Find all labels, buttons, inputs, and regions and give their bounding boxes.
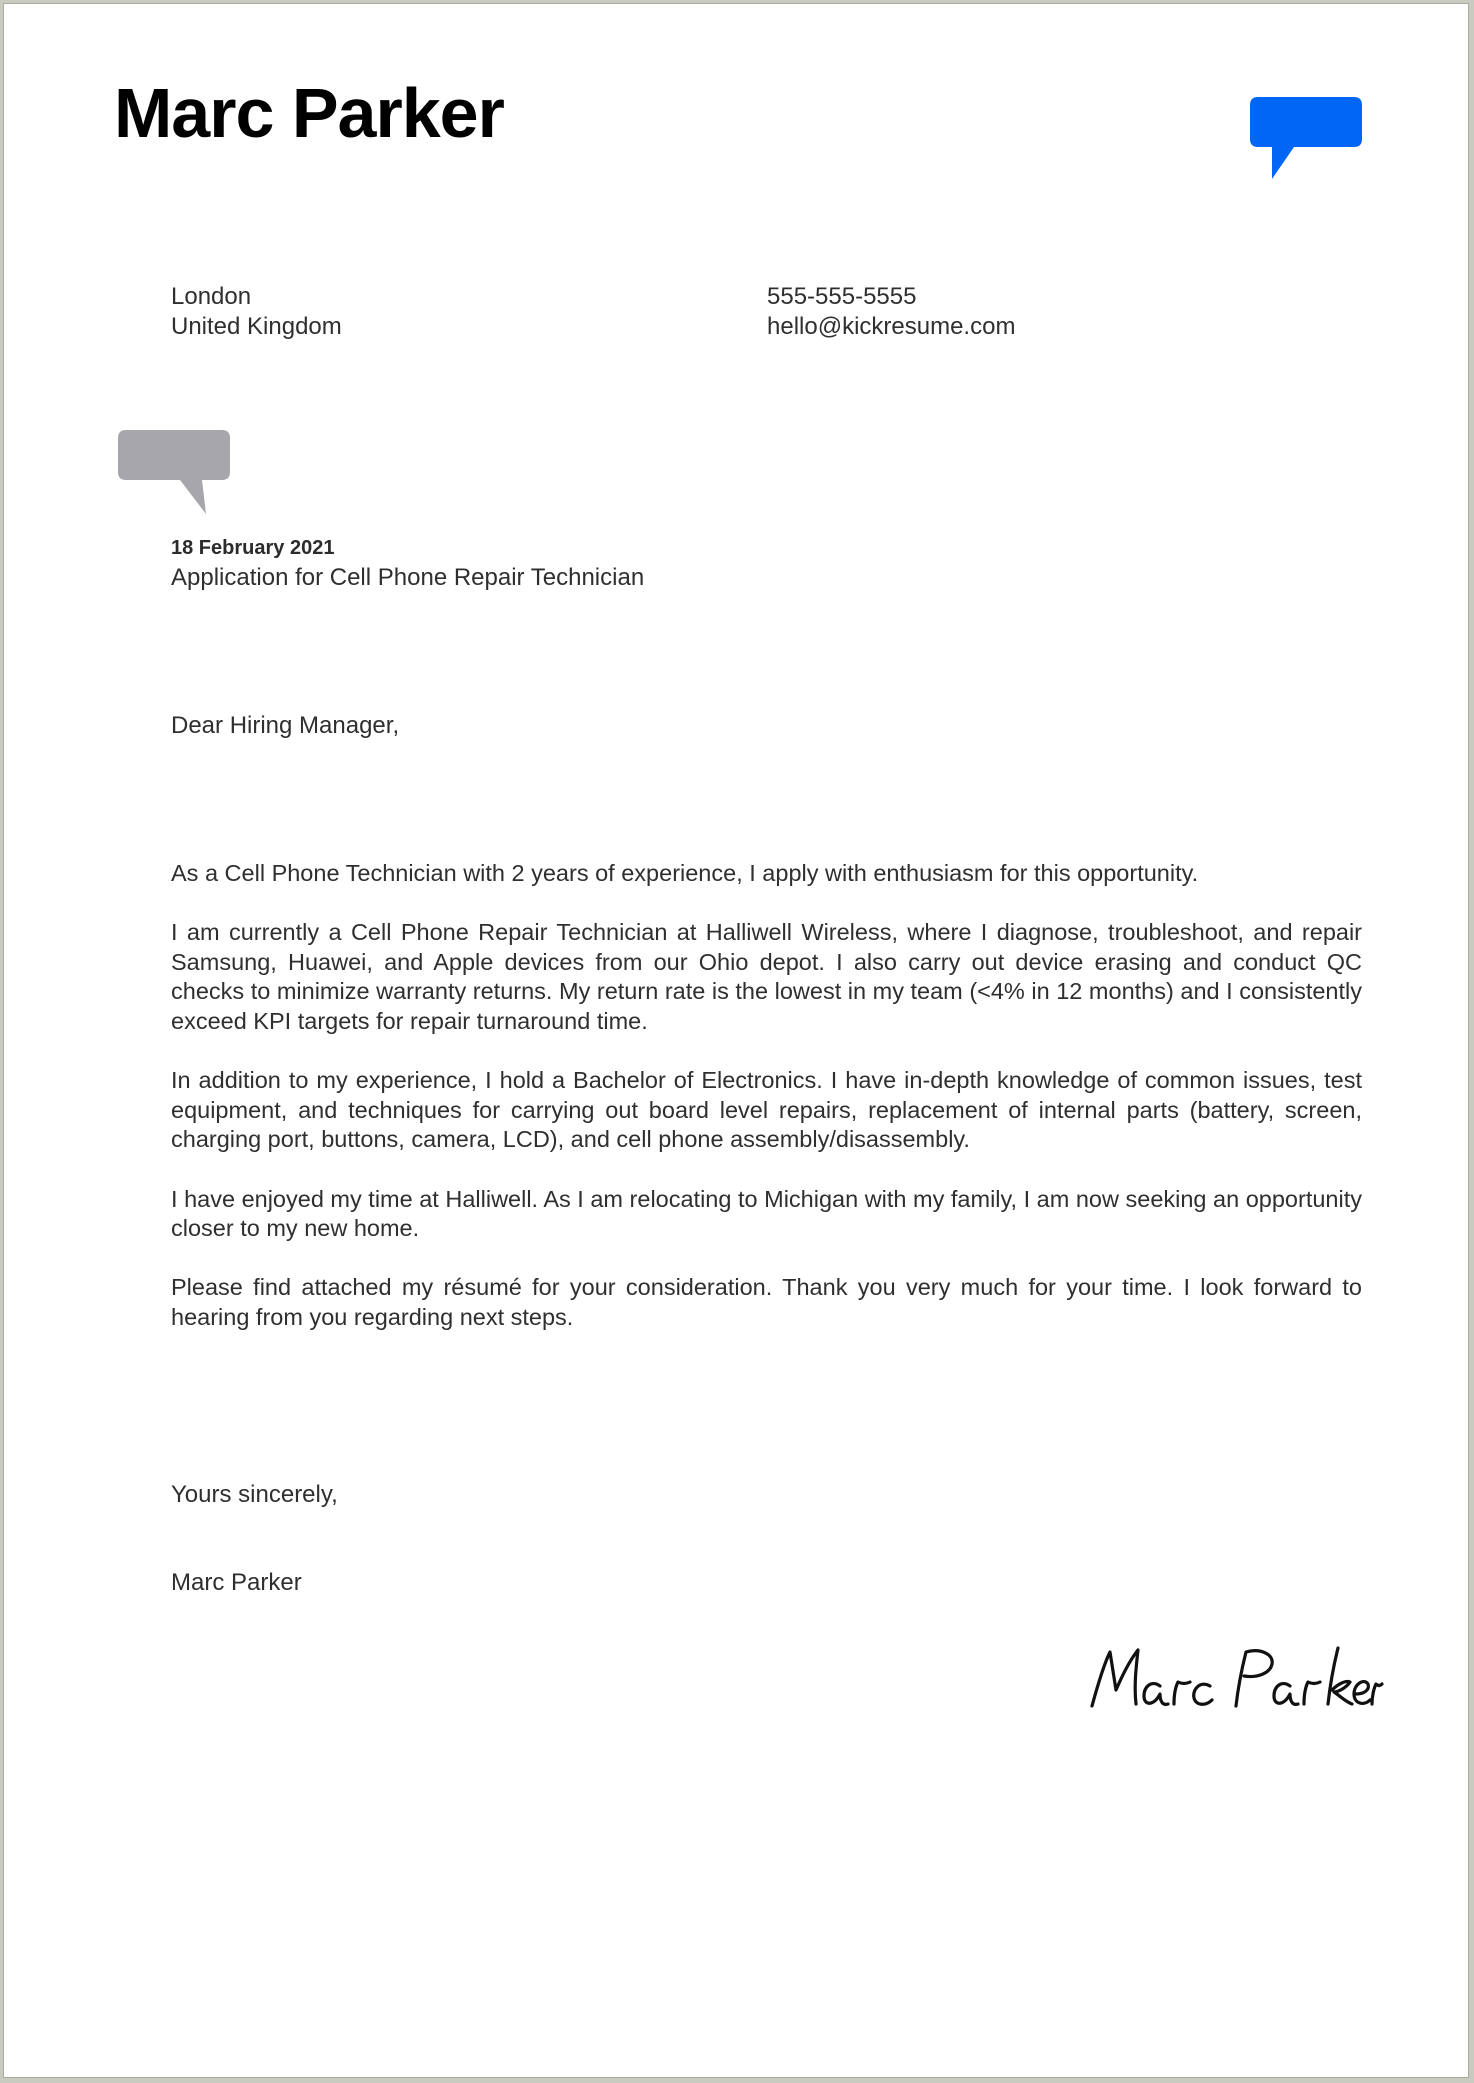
cover-letter-page <box>3 3 1469 2078</box>
letter-subject: Application for Cell Phone Repair Technician <box>171 564 645 591</box>
body-paragraph: I am currently a Cell Phone Repair Technician at Halliwell Wireless, where I diagnose, troubleshoot, and repair Samsung, Huawei, and Apple devices from our Ohio depot. I also carry out device erasing and conduct QC checks to minimize warranty returns. My return rate is the lowest in my team (<4% in 12 months) and I consistently exceed KPI targets for repair turnaround time. <box>171 919 1362 1034</box>
signer-name: Marc Parker <box>171 1569 302 1596</box>
address-block <box>171 282 342 342</box>
speech-bubble-icon <box>1246 93 1366 183</box>
speech-bubble-gray-icon <box>114 428 234 518</box>
body-paragraph: Please find attached my résumé for your consideration. Thank you very much for your time. I look forward to hearing from you regarding next steps. <box>171 1274 1362 1330</box>
address-city: London <box>171 283 252 310</box>
body-paragraph: In addition to my experience, I hold a Bachelor of Electronics. I have in-depth knowledge of common issues, test equipment, and techniques for carrying out board level repairs, replacement of internal parts (battery, screen, charging port, buttons, camera, LCD), and cell phone assembly/disassembly. <box>171 1067 1362 1153</box>
applicant-name: Marc Parker <box>114 74 504 152</box>
address-country: United Kingdom <box>171 313 342 340</box>
phone-number: 555-555-5555 <box>767 283 917 310</box>
handwritten-signature <box>1084 1634 1384 1724</box>
contact-block <box>767 282 1015 342</box>
letter-closing: Yours sincerely, <box>171 1481 338 1508</box>
body-paragraph: I have enjoyed my time at Halliwell. As I am relocating to Michigan with my family, I am now seeking an opportunity closer to my new home. <box>171 1185 1362 1242</box>
letter-greeting: Dear Hiring Manager, <box>171 712 400 739</box>
letter-date: 18 February 2021 <box>171 537 335 559</box>
letter-body <box>171 859 1362 1362</box>
email-address: hello@kickresume.com <box>767 313 1016 340</box>
body-paragraph: As a Cell Phone Technician with 2 years of experience, I apply with enthusiasm for this opportunity. <box>171 860 1199 886</box>
